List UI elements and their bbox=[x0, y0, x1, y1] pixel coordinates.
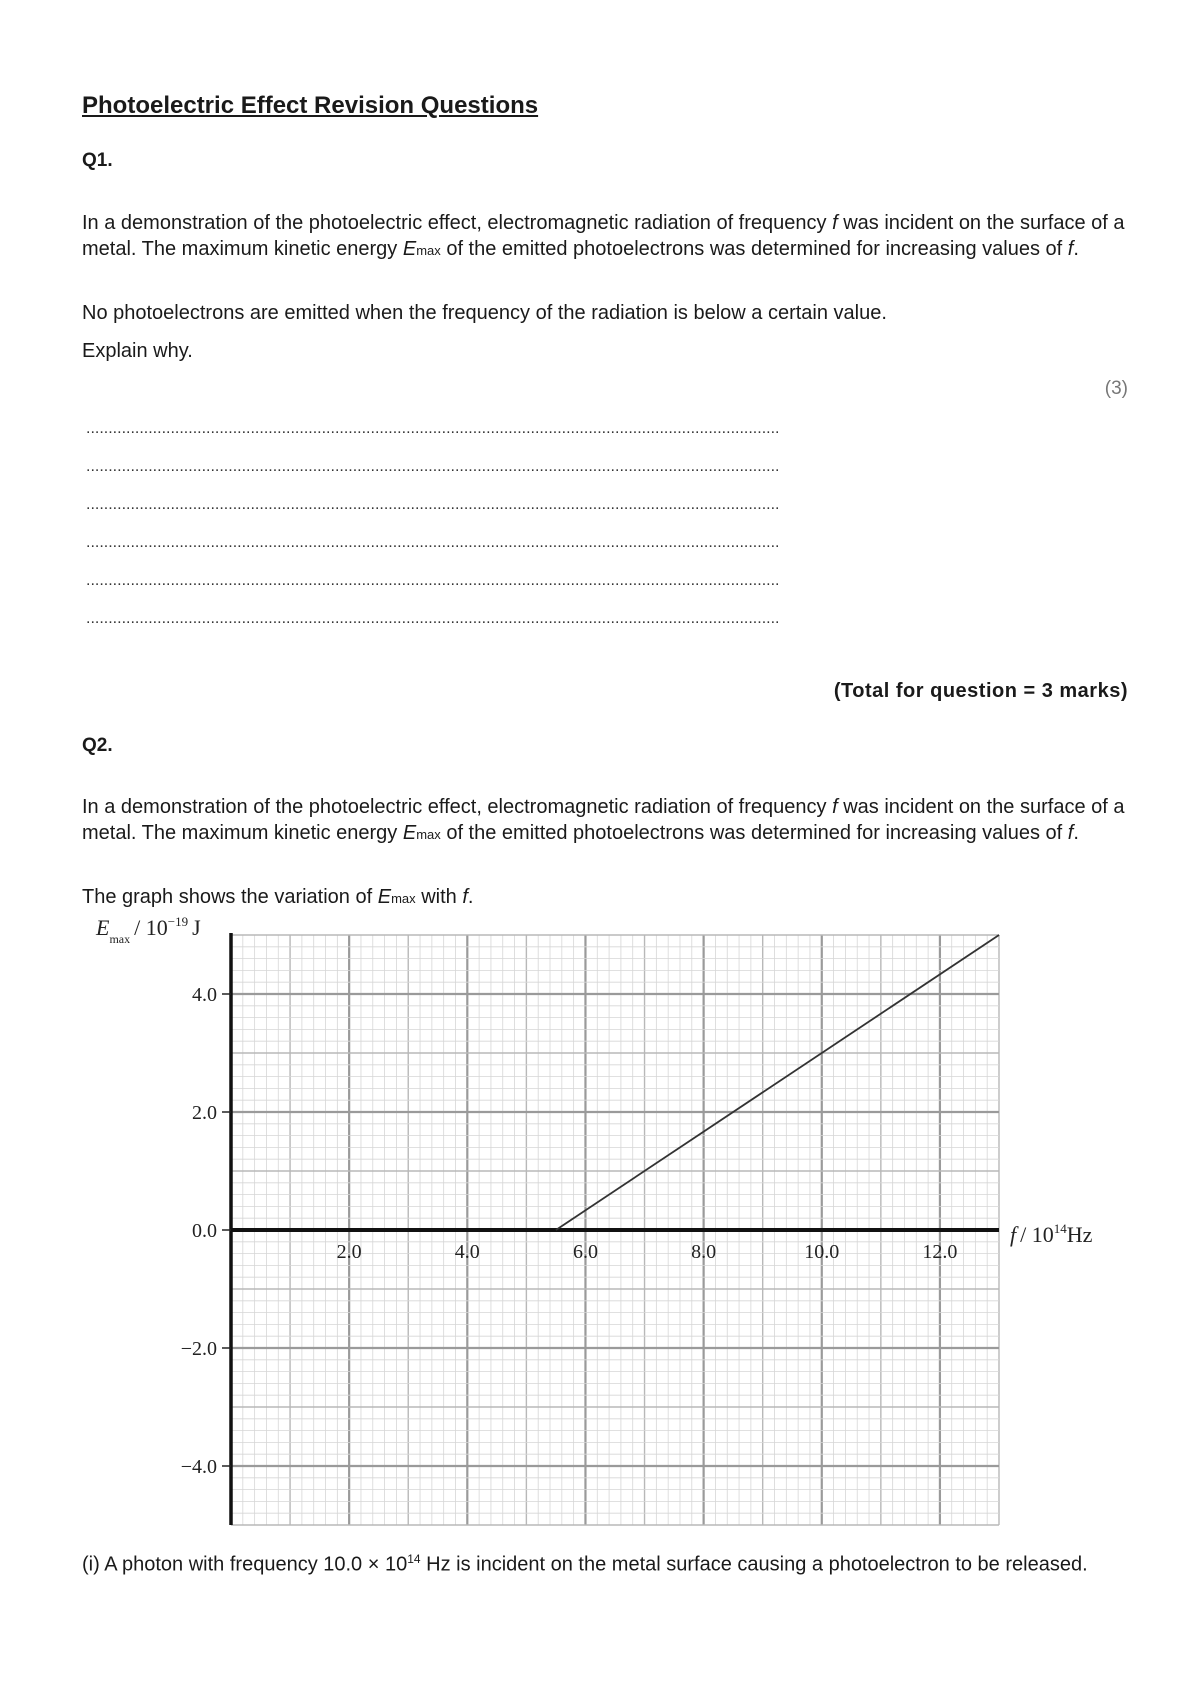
x-tick-label: 2.0 bbox=[336, 1241, 362, 1263]
x-tick-label: 6.0 bbox=[572, 1241, 598, 1263]
y-tick-label: −2.0 bbox=[180, 1338, 217, 1360]
graph-labels bbox=[95, 915, 1093, 1247]
emax-frequency-graph bbox=[80, 915, 1120, 1535]
graph-intro: The graph shows the variation of Emax with f. bbox=[82, 886, 474, 908]
page-title: Photoelectric Effect Revision Questions bbox=[82, 92, 539, 119]
question-1-total: (Total for question = 3 marks) bbox=[833, 680, 1128, 702]
y-tick-label: −4.0 bbox=[180, 1456, 217, 1478]
x-tick-label: 4.0 bbox=[454, 1241, 480, 1263]
answer-line[interactable]: ............................................................................................................................................................ bbox=[86, 610, 780, 627]
answer-line[interactable]: ............................................................................................................................................................ bbox=[86, 496, 780, 513]
answer-line[interactable]: ............................................................................................................................................................ bbox=[86, 572, 780, 589]
question-2-part-i: (i) A photon with frequency $10.0 \times 10^{14}$ Hz is incident on the metal surface causing a photoelectron to be released. bbox=[82, 1552, 1088, 1576]
graph-series bbox=[556, 935, 999, 1230]
answer-line[interactable]: ............................................................................................................................................................ bbox=[86, 458, 780, 475]
x-axis-label: f / $10^{14}Hz$ bbox=[1010, 1221, 1093, 1247]
graph-axes bbox=[231, 933, 999, 1525]
x-tick-label: 8.0 bbox=[691, 1241, 717, 1263]
y-tick-label: 4.0 bbox=[192, 984, 217, 1006]
y-tick-label: 2.0 bbox=[192, 1102, 217, 1124]
question-1-statement: No photoelectrons are emitted when the frequency of the radiation is below a certain value. bbox=[82, 302, 887, 324]
y-axis-label: $E_{max} / 10^{-19}$ J bbox=[96, 915, 201, 946]
question-1-intro: In a demonstration of the photoelectric effect, electromagnetic radiation of frequency f was incident on the surface of a metal. The maximum kinetic energy Emax of the emitted photoelectrons was determined for increasing values of f. bbox=[82, 212, 1125, 260]
y-tick-label: 0.0 bbox=[192, 1220, 217, 1242]
question-2-label: Q2. bbox=[82, 735, 113, 756]
question-1-label: Q1. bbox=[82, 150, 113, 171]
question-1-marks: (3) bbox=[1104, 378, 1128, 399]
answer-line[interactable]: ............................................................................................................................................................ bbox=[86, 420, 780, 437]
x-tick-label: 10.0 bbox=[804, 1241, 840, 1263]
x-tick-label: 12.0 bbox=[922, 1241, 958, 1263]
question-1-instruction: Explain why. bbox=[82, 340, 193, 362]
answer-line[interactable]: ............................................................................................................................................................ bbox=[86, 534, 780, 551]
emax-line-series bbox=[556, 935, 999, 1230]
question-2-intro: In a demonstration of the photoelectric effect, electromagnetic radiation of frequency f was incident on the surface of a metal. The maximum kinetic energy Emax of the emitted photoelectrons was determined for increasing values of f. bbox=[82, 796, 1125, 844]
